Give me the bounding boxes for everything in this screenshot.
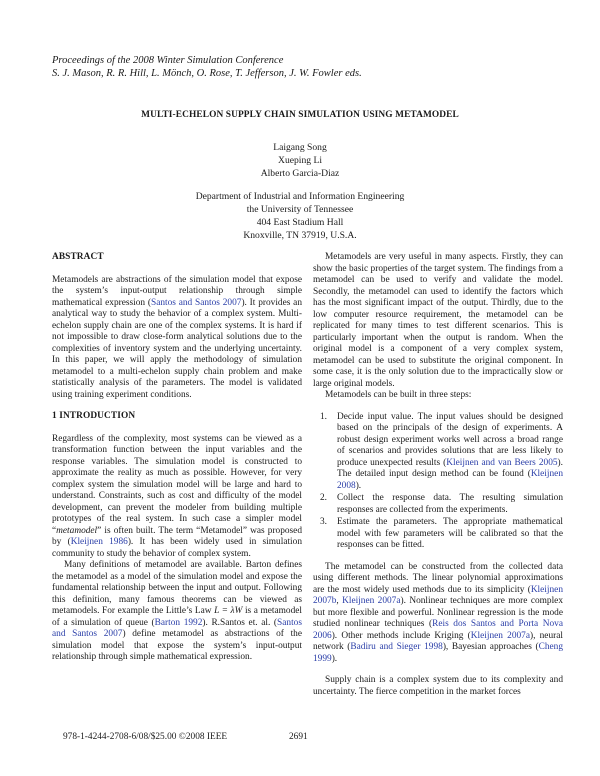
affiliation-line: Department of Industrial and Information Engineering: [195, 191, 405, 202]
affiliation-line: Knoxville, TN 37919, U.S.A.: [243, 230, 357, 242]
body-text-part: ,: [336, 596, 343, 606]
list-number: 1.: [320, 411, 328, 422]
list-text: Estimate the parameters. The appropriate mathematical model with few parameters will be calibrated so that the responses can be fitted.: [337, 517, 563, 550]
citation-link[interactable]: Kleijnen 2008: [337, 469, 563, 491]
intro-text-part: Many definitions of metamodel are available. Barton defines the metamodel as a model of the simulation model and expose the fundamental relationship between the input and output. Following this definition, many famous theorems can be viewed as metamodels. For example the Little’s Law: [52, 560, 302, 616]
body-paragraph: Supply chain is a complex system due to its complexity and uncertainty. The fierce competition in the market forces: [313, 675, 563, 697]
list-number: 3.: [320, 517, 328, 527]
abstract-text-part: ). It provides an analytical way to study the behavior of a complex system. Multi-echelon supply chain are one of the complex systems. It is hard if not impossible to draw close-form analytical solutions due to the complexities of inventory system and the underlying uncertainty. In this paper, we will apply the methodology of simulation metamodel to a multi-echelon supply chain problem and make statistically analysis of the parameters. The model is validated using training experiment conditions.: [52, 297, 302, 400]
citation-link[interactable]: Kleijnen 1986: [70, 537, 128, 547]
abstract-text-part: Metamodels are abstractions of the simulation model that expose the system’s input-output relationship through simple mathematical expression (: [52, 274, 302, 308]
body-text-part: ), neural network (: [313, 630, 563, 652]
page-number: 2691: [289, 732, 308, 742]
affiliation-line: 404 East Stadium Hall: [256, 217, 344, 229]
body-text-part: The metamodel can be constructed from the collected data using different methods. The linear polynomial approximations are the most widely used methods due to its simplicity (: [313, 561, 563, 595]
intro-paragraph: [52, 434, 302, 561]
intro-emphasis: metamodel: [56, 525, 98, 536]
citation-link[interactable]: Barton 1992: [154, 617, 203, 628]
citation-link[interactable]: Badiru and Sieger 1998: [350, 642, 443, 652]
body-text-part: ). Nonlinear techniques are more complex but more flexible and powerful. Nonlinear regression is the mode studied nonlinear techniques (: [313, 596, 563, 629]
body-text-part: ), Bayesian approaches (: [442, 642, 539, 652]
left-column: [52, 252, 302, 664]
author-name: Laigang Song: [273, 142, 327, 153]
intro-text-part: ” is often built. The term “Metamodel” was proposed by (: [52, 525, 302, 547]
citation-link[interactable]: Kleijnen 2007a: [470, 630, 530, 641]
intro-text-part: ) define metamodel as abstractions of the simulation model that expose the system’s input-output relationship through simple mathematical expression.: [52, 629, 302, 662]
citation-link[interactable]: Kleijnen and van Beers 2005: [446, 457, 558, 468]
list-number: 2.: [320, 493, 328, 503]
abstract-heading: ABSTRACT: [52, 252, 104, 262]
body-text-part: ).: [331, 653, 338, 664]
abstract-text: [52, 275, 302, 402]
steps-list: [313, 412, 563, 552]
list-item: [313, 412, 563, 493]
proceedings-line: Proceedings of the 2008 Winter Simulation Conference: [52, 55, 284, 66]
body-paragraph: [313, 562, 563, 666]
affiliation: [0, 190, 600, 242]
list-text: Collect the response data. The resulting simulation responses are collected from the experiments.: [337, 493, 563, 515]
right-column: [313, 252, 563, 698]
paragraph-gap: [313, 665, 563, 675]
citation-link[interactable]: Santos and Santos 2007: [52, 617, 302, 639]
author-list: [0, 141, 600, 180]
body-paragraph: Metamodels can be built in three steps:: [325, 390, 472, 400]
list-text: ).: [355, 480, 362, 491]
introduction-heading: 1 INTRODUCTION: [52, 411, 136, 421]
affiliation-line: the University of Tennessee: [246, 204, 354, 216]
citation-link[interactable]: Cheng 1999: [313, 642, 563, 664]
list-item: [313, 517, 563, 552]
list-item: [313, 493, 563, 516]
list-text: Decide input value. The input values should be designed based on the principals of the design of experiments. A robust design experiment works well across a broad range of scenarios and provides solutions that are less likely to produce unexpected results (: [337, 411, 563, 468]
author-name: Alberto Garcia-Diaz: [260, 168, 340, 180]
list-text: ). The detailed input design method can be found (: [337, 457, 563, 479]
citation-link[interactable]: Kleijnen 2007a: [342, 596, 401, 606]
citation-link[interactable]: Kleijnen 2007b: [313, 584, 563, 606]
intro-text-part: Regardless of the complexity, most systems can be viewed as a transformation function between the input variables and the response variables. The simulation model is constructed to approximate the reality as much as possible. However, for very complex system the simulation model will be large and hard to understand. Constraints, such as cost and difficulty of the model development, can prevent the modeler from building multiple prototypes of the real system. In such case a simpler model “: [52, 433, 302, 536]
author-name: Xueping Li: [278, 155, 322, 167]
isbn-footer: 978-1-4244-2708-6/08/$25.00 ©2008 IEEE: [63, 732, 228, 742]
intro-paragraph: [52, 560, 302, 664]
little-law-formula: L = λW: [214, 606, 243, 616]
proceedings-header: [52, 54, 362, 80]
citation-link[interactable]: Reis dos Santos and Porta Nova 2006: [313, 619, 563, 641]
body-text-part: ). Other methods include Kriging (: [331, 630, 471, 641]
paper-title: MULTI-ECHELON SUPPLY CHAIN SIMULATION USING METAMODEL: [141, 110, 459, 120]
editors-line: S. J. Mason, R. R. Hill, L. Mönch, O. Rose, T. Jefferson, J. W. Fowler eds.: [52, 68, 362, 79]
citation-link[interactable]: Santos and Santos 2007: [151, 297, 242, 308]
intro-text-part: is a metamodel of a simulation of queue (: [52, 606, 302, 628]
intro-text-part: ). R.Santos et. al. (: [202, 617, 278, 628]
intro-text-part: ). It has been widely used in simulation community to study the behavior of complex system.: [52, 537, 302, 559]
body-paragraph: Metamodels are very useful in many aspects. Firstly, they can show the basic properties of the target system. The findings from a metamodel can be used to verify and validate the model. Secondly, the metamodel can used to identify the factors which has the most significant impact of the output. Thirdly, due to the low computer resource requirement, the metamodel can be replicated for many times to test different scenarios. This is particularly important when the output is random. When the original model is a component of a very complex system, metamodel can be used to substitute the original component. In some case, it is the only solution due to the impractically slow or large original models.: [313, 252, 563, 389]
